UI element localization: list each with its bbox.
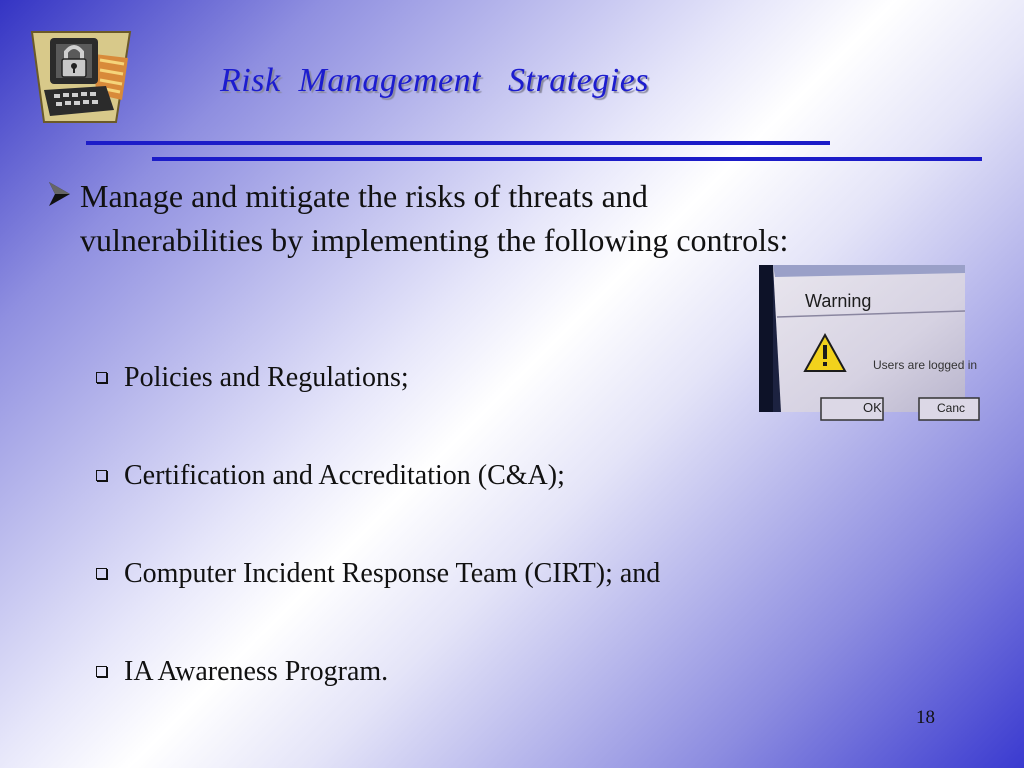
padlock-computer-icon [30, 30, 134, 126]
sub-bullet-policies [96, 362, 409, 394]
warning-ok-button: OK [863, 400, 882, 415]
square-bullet-icon [96, 568, 107, 579]
page-number: 18 [916, 707, 935, 728]
slide-title: Risk Management Strategies [220, 62, 650, 99]
sub-bullet-awareness [96, 656, 388, 688]
sub-bullet-text: Certification and Accreditation (C&A); [124, 460, 565, 491]
square-bullet-icon [96, 372, 107, 383]
title-underline-top [86, 141, 830, 145]
sub-bullet-text: IA Awareness Program. [124, 656, 389, 687]
arrow-bullet-icon [46, 180, 72, 208]
square-bullet-icon [96, 470, 107, 481]
square-bullet-icon [96, 666, 107, 677]
sub-bullet-text: Computer Incident Response Team (CIRT); and [124, 558, 661, 589]
warning-cancel-button: Canc [937, 401, 966, 415]
warning-dialog-message: Users are logged in [873, 358, 978, 372]
sub-bullet-cirt [96, 558, 660, 590]
sub-bullet-certification [96, 460, 565, 492]
warning-dialog-title: Warning [805, 291, 872, 311]
title-underline-bottom [152, 157, 982, 161]
main-bullet-text: Manage and mitigate the risks of threats and vulnerabilities by implementing the following controls: [80, 178, 789, 258]
warning-dialog-image [759, 265, 978, 415]
main-bullet [46, 174, 806, 262]
sub-bullet-text: Policies and Regulations; [124, 362, 409, 393]
